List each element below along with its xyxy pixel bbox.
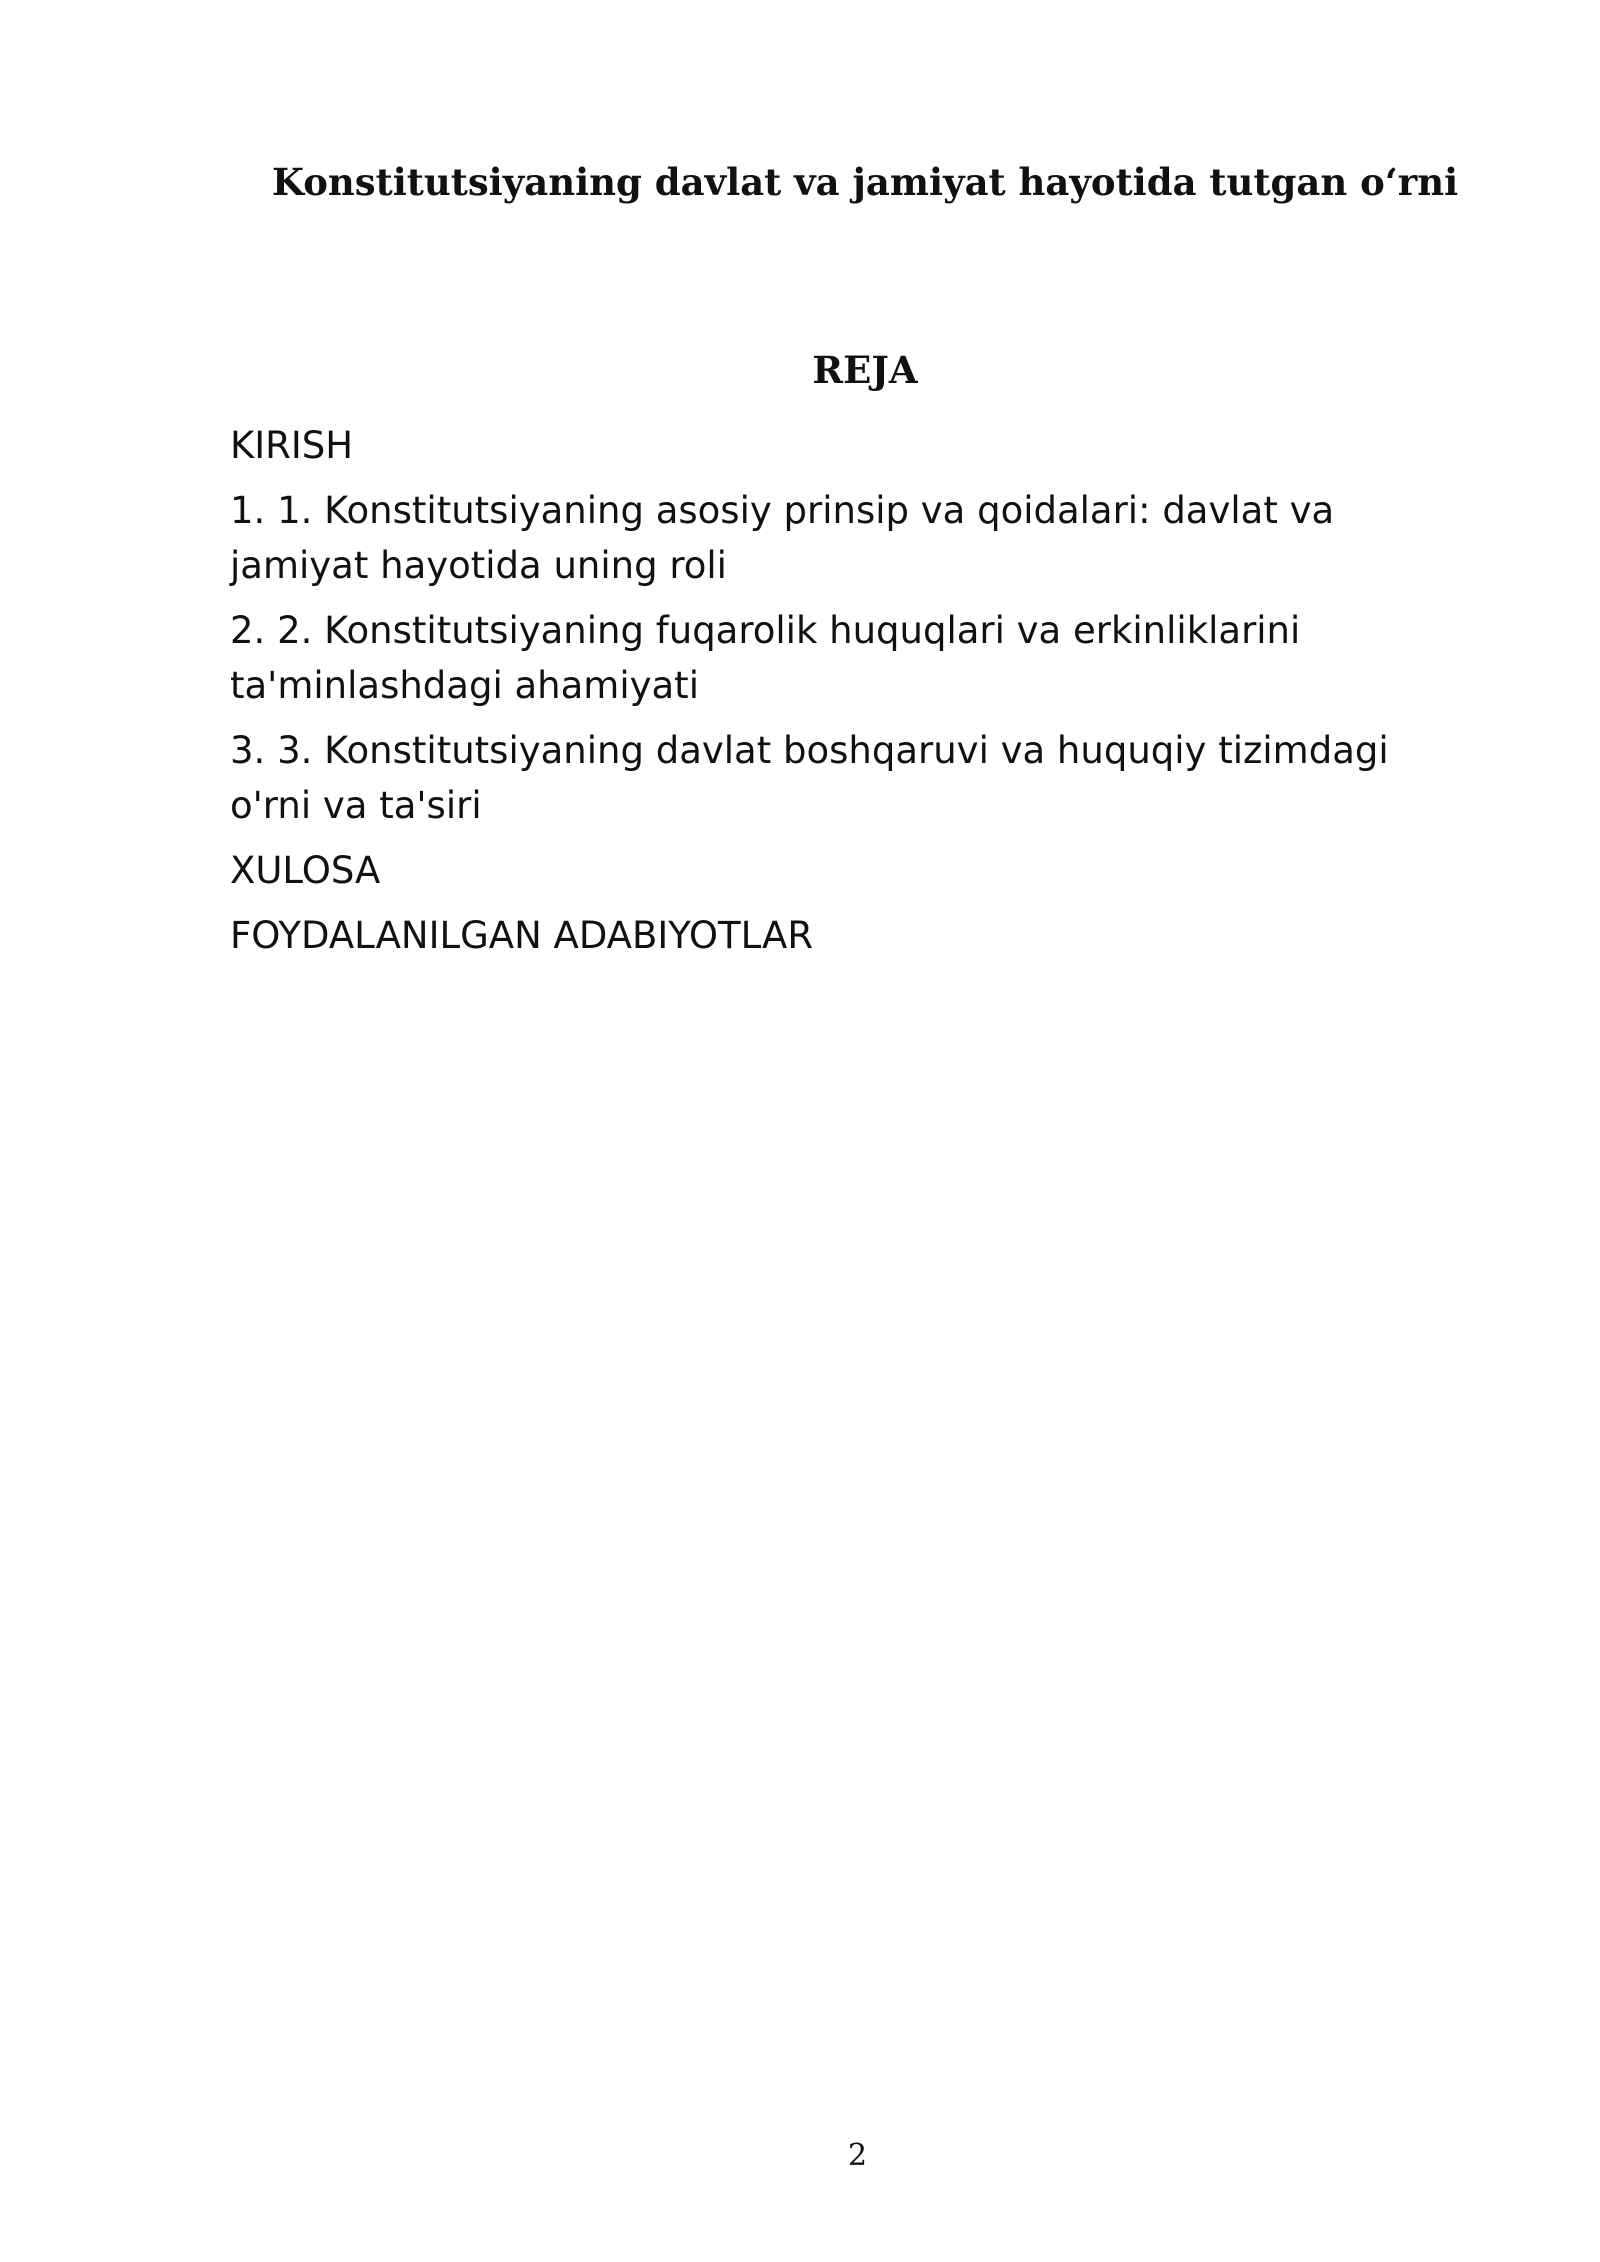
plan-item-references: FOYDALANILGAN ADABIYOTLAR bbox=[230, 914, 814, 957]
plan-item-section-2: 2. 2. Konstitutsiyaning fuqarolik huquqlari va erkinliklarini ta'minlashdagi ahamiyati bbox=[230, 609, 1301, 707]
document-title: Konstitutsiyaning davlat va jamiyat hayotida tutgan o‘rni bbox=[271, 160, 1459, 204]
plan-item-conclusion: XULOSA bbox=[230, 849, 381, 892]
plan-item-section-1: 1. 1. Konstitutsiyaning asosiy prinsip va qoidalari: davlat va jamiyat hayotida uning roli bbox=[230, 489, 1335, 587]
plan-heading: REJA bbox=[812, 348, 918, 392]
plan-item-section-3: 3. 3. Konstitutsiyaning davlat boshqaruvi va huquqiy tizimdagi o'rni va ta'siri bbox=[230, 729, 1389, 827]
page-number: 2 bbox=[847, 2138, 868, 2173]
plan-item-introduction: KIRISH bbox=[230, 424, 354, 467]
plan-list bbox=[230, 418, 1480, 973]
